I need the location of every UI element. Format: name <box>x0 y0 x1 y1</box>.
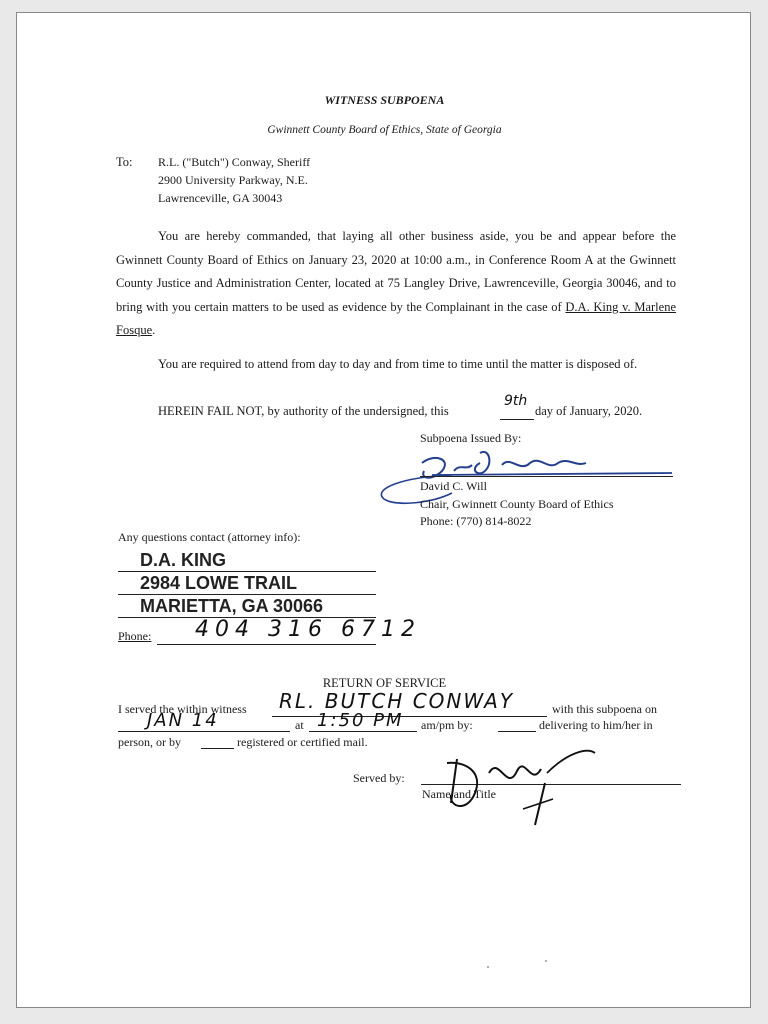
mail-blank <box>201 748 234 749</box>
name-and-title-label: Name and Title <box>422 787 496 801</box>
witness-handwritten: RL. BUTCH CONWAY <box>279 689 515 713</box>
served-by-label: Served by: <box>353 771 405 785</box>
attorney-name: D.A. KING <box>140 550 227 570</box>
document-title: WITNESS SUBPOENA <box>324 93 445 107</box>
herein-text: HEREIN FAIL NOT, by authority of the undersigned, this <box>158 404 449 418</box>
phone-label: Phone: <box>118 629 152 643</box>
date-handwritten: JAN 14 <box>147 710 219 731</box>
person-text: person, or by <box>118 735 181 749</box>
command-text: You are hereby commanded, that laying all other business aside, you be and appear before the Gwinnett County Board of Ethics on January 23, 2020 at 10:00 a.m., in Conference Room A at the Gwinnett County Justice and Administration Center, located at 75 Langley Drive, Lawrenceville, Georgia 30046, and to bring with you certain matters to be used as evidence by the Complainant in the case of <box>116 229 676 314</box>
case-name: D.A. King v. Marlene Fosque <box>116 299 676 337</box>
day-handwritten: 9th <box>504 393 528 409</box>
attorney-phone-handwritten: 404 316 6712 <box>195 617 421 642</box>
document-subtitle: Gwinnett County Board of Ethics, State of Georgia <box>267 124 502 136</box>
scan-speck <box>487 966 489 968</box>
contact-line-1 <box>118 571 376 572</box>
date-blank <box>118 731 290 732</box>
with-subpoena-text: with this subpoena on <box>552 702 657 716</box>
issued-by-label: Subpoena Issued By: <box>420 431 522 445</box>
issuer-phone: Phone: (770) 814-8022 <box>420 514 532 528</box>
registered-text: registered or certified mail. <box>237 735 368 749</box>
by-blank <box>498 731 536 732</box>
to-label: To: <box>116 155 133 169</box>
issuer-signature-line <box>420 476 673 477</box>
issuer-title: Chair, Gwinnett County Board of Ethics <box>420 497 614 511</box>
recipient-address-line1: 2900 University Parkway, N.E. <box>158 173 308 187</box>
return-of-service-heading: RETURN OF SERVICE <box>322 676 447 690</box>
document-page <box>16 12 751 1008</box>
time-blank <box>309 731 417 732</box>
scan-speck <box>545 960 547 962</box>
recipient-address-line2: Lawrenceville, GA 30043 <box>158 191 283 205</box>
phone-line <box>157 644 376 645</box>
day-blank <box>500 419 534 420</box>
recipient-name: R.L. ("Butch") Conway, Sheriff <box>158 155 311 169</box>
delivering-text: delivering to him/her in <box>539 718 653 732</box>
herein-day-text: day of January, 2020. <box>535 404 643 418</box>
command-paragraph: You are hereby commanded, that laying all other business aside, you be and appear before the Gwinnett County Board of Ethics on January 23, 2020 at 10:00 a.m., in Conference Room A at the Gwinnett County Justice and Administration Center, located at 75 Langley Drive, Lawrenceville, Georgia 30046, and to bring with you certain matters to be used as evidence by the Complainant in the case of D.A. King v. Marlene Fosque. <box>116 229 676 337</box>
attorney-street: 2984 LOWE TRAIL <box>140 573 298 593</box>
time-handwritten: 1:50 PM <box>317 710 404 731</box>
witness-blank <box>272 716 547 717</box>
contact-label: Any questions contact (attorney info): <box>118 530 301 544</box>
attendance-paragraph: You are required to attend from day to day and from time to time until the matter is disposed of. <box>158 357 638 371</box>
contact-line-2 <box>118 594 376 595</box>
issuer-name: David C. Will <box>420 479 487 493</box>
served-prefix: I served the within witness <box>118 702 247 716</box>
attorney-city: MARIETTA, GA 30066 <box>140 596 324 616</box>
ampm-text: am/pm by: <box>421 718 473 732</box>
at-label: at <box>295 718 304 732</box>
